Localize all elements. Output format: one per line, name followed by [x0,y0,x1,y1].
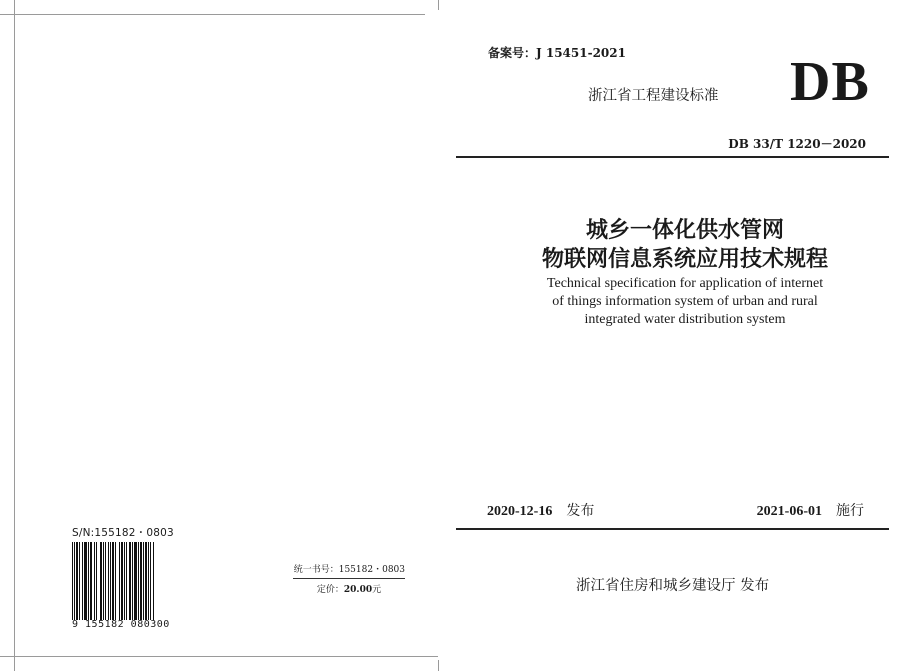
title-en-line-1: Technical specification for application of internet [546,276,824,291]
unified-book-number: 统一书号：155182・0803 [293,565,405,575]
issue-label: 发布 [566,503,595,519]
price-value: 20.00 [343,585,373,595]
db-mark: DB [790,51,870,113]
barcode-icon [72,542,182,620]
price [293,582,405,595]
barcode-block [72,525,182,630]
front-cover [456,0,914,671]
implementation-label: 施行 [836,503,864,519]
header-rule [456,156,889,158]
title-english [456,275,914,329]
footer-rule [456,528,889,530]
barcode-digits: 9 155182 080300 [72,619,170,630]
title-en-line-3: integrated water distribution system [584,312,786,327]
issue-date: 2020-12-16 [487,504,553,519]
title-en-line-2: of things information system of urban and rural [552,294,818,309]
standard-number: DB 33/T 1220－2020 [728,137,866,151]
title-cn-line-1: 城乡一体化供水管网 [585,217,784,243]
trim-mark-spine-bottom [438,660,439,671]
book-info [293,562,405,595]
issue-date-block [487,500,594,520]
standard-organization: 浙江省工程建设标准 [588,88,719,104]
filing-number: 备案号：J 15451-2021 [488,46,626,60]
book-info-divider [293,578,405,579]
publisher: 浙江省住房和城乡建设厅 发布 [576,578,770,594]
trim-mark-left [14,0,15,671]
price-label: 定价： [316,585,344,595]
sn-label: S/N:155182・0803 [72,527,174,539]
title-chinese [456,216,914,274]
price-unit: 元 [372,585,382,595]
trim-mark-bottom [0,656,438,657]
implementation-date-block [757,500,864,520]
back-cover [17,15,432,655]
title-cn-line-2: 物联网信息系统应用技术规程 [541,246,828,272]
trim-mark-spine [438,0,439,10]
implementation-date: 2021-06-01 [756,504,822,519]
